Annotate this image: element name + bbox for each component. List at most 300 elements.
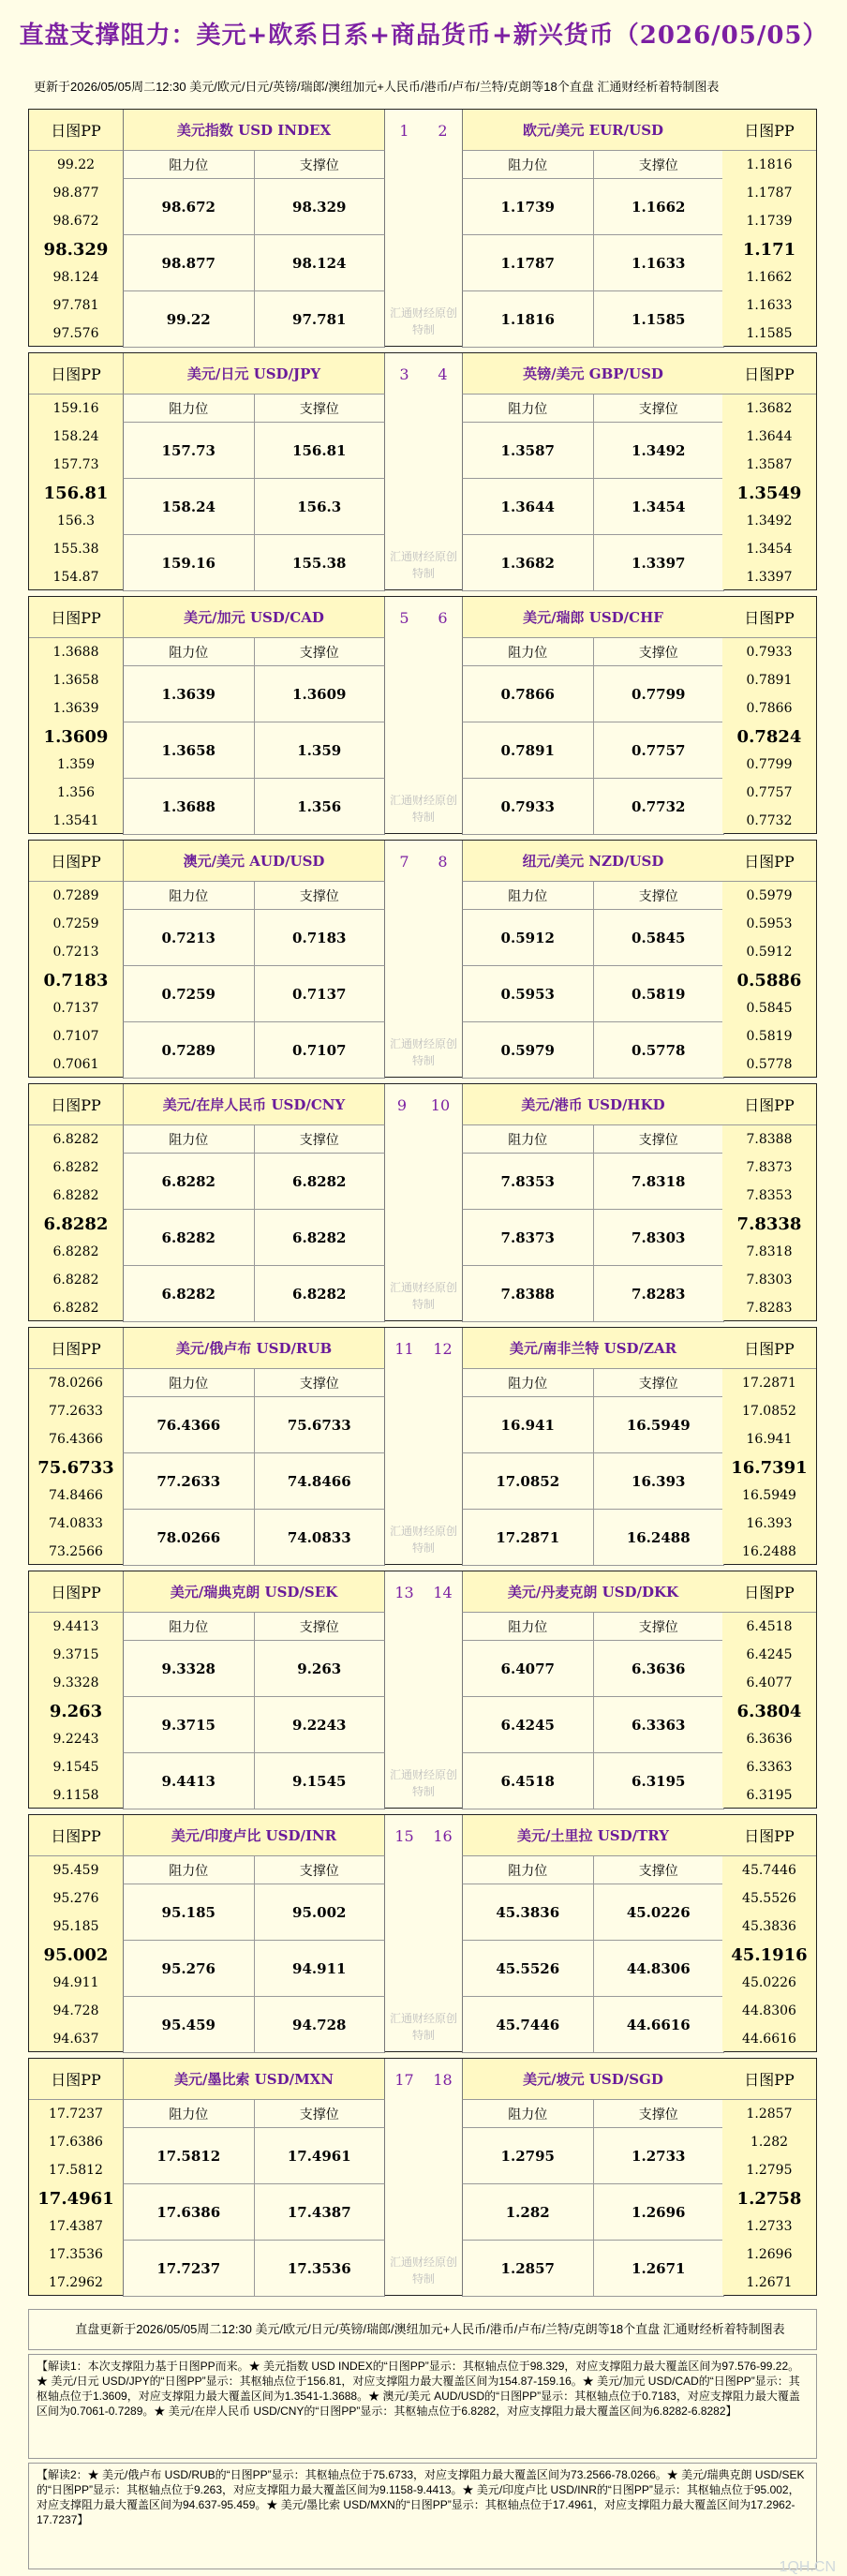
pivot-value: 7.8338 [736, 1214, 802, 1234]
level-row [123, 235, 385, 291]
support-header: 支撑位 [254, 1369, 385, 1396]
level-header-row [123, 1613, 385, 1641]
pivot-value: 9.263 [49, 1701, 103, 1721]
pp-level-value: 1.3682 [746, 401, 793, 416]
resistance-value: 1.1787 [500, 254, 555, 272]
pp-level-value: 7.8303 [746, 1273, 793, 1288]
pp-header: 日图PP [29, 353, 123, 395]
pivot-value: 1.171 [742, 239, 796, 260]
currency-pair-panel-1 [28, 109, 817, 347]
level-header-row [123, 1369, 385, 1397]
resistance-value: 7.8373 [500, 1228, 555, 1246]
pp-level-value: 6.3363 [746, 1760, 793, 1775]
level-row [123, 666, 385, 722]
pair-block-right [462, 110, 724, 346]
level-row [123, 1753, 385, 1809]
level-header-row [123, 638, 385, 666]
pair-title: 美元/印度卢比 USD/INR [123, 1815, 385, 1856]
support-value: 74.0833 [254, 1510, 385, 1565]
support-value: 17.4961 [254, 2128, 385, 2183]
pp-level-value: 0.7799 [746, 757, 793, 772]
panel-watermark: 汇通财经原创特制 [389, 1281, 457, 1311]
pp-level-value: 0.5912 [746, 945, 793, 960]
level-row [123, 1510, 385, 1566]
panel-number-right: 4 [438, 365, 448, 383]
support-value: 0.7799 [593, 666, 724, 722]
pp-level-value: 74.8466 [49, 1488, 103, 1503]
pair-block-right [462, 1084, 724, 1320]
panel-watermark: 汇通财经原创特制 [389, 550, 457, 580]
pp-level-value: 1.3658 [52, 673, 99, 688]
currency-pair-panel-7 [28, 1571, 817, 1809]
support-header: 支撑位 [254, 1125, 385, 1153]
pivot-value: 1.3549 [736, 483, 802, 503]
resistance-value: 45.5526 [496, 1959, 560, 1977]
pp-level-value: 1.1633 [746, 298, 793, 313]
resistance-value: 17.7237 [156, 2259, 221, 2277]
pp-level-value: 17.4387 [49, 2219, 103, 2234]
support-header: 支撑位 [254, 395, 385, 422]
pp-level-value: 7.8388 [746, 1132, 793, 1147]
resistance-header: 阻力位 [508, 1132, 548, 1148]
level-header-row [123, 395, 385, 423]
support-value: 155.38 [254, 535, 385, 590]
pp-level-value: 0.7107 [52, 1029, 99, 1044]
level-row [462, 1941, 724, 1997]
currency-pair-panel-8 [28, 1814, 817, 2052]
support-value: 6.8282 [254, 1266, 385, 1321]
level-row [123, 1022, 385, 1079]
level-header-row [123, 2100, 385, 2128]
resistance-value: 99.22 [166, 310, 211, 328]
level-row [123, 1210, 385, 1266]
right-pp-column [722, 2059, 816, 2295]
support-value: 6.3636 [593, 1641, 724, 1696]
currency-pair-panel-5 [28, 1083, 817, 1321]
pp-level-value: 74.0833 [49, 1516, 103, 1531]
level-header-row [123, 882, 385, 910]
support-value: 6.8282 [254, 1154, 385, 1209]
level-header-row [462, 638, 724, 666]
resistance-value: 6.8282 [161, 1172, 215, 1190]
support-value: 1.1633 [593, 235, 724, 290]
support-header: 支撑位 [593, 395, 724, 422]
resistance-value: 1.1739 [500, 198, 555, 216]
support-value: 98.124 [254, 235, 385, 290]
pp-header: 日图PP [29, 1328, 123, 1369]
level-row [123, 2184, 385, 2241]
level-row [123, 2241, 385, 2297]
pair-title: 英镑/美元 GBP/USD [462, 353, 724, 395]
resistance-value: 0.7891 [500, 741, 555, 759]
support-value: 44.6616 [593, 1997, 724, 2052]
pivot-value: 6.8282 [43, 1214, 109, 1234]
level-row [123, 1697, 385, 1753]
panel-number-left: 1 [399, 121, 409, 140]
pair-block-left [123, 110, 385, 346]
support-header: 支撑位 [593, 2100, 724, 2127]
support-value: 1.3454 [593, 479, 724, 534]
pp-level-value: 97.576 [52, 326, 99, 341]
level-row [123, 535, 385, 591]
pp-level-value: 1.2671 [746, 2275, 793, 2290]
panel-numbers [385, 353, 462, 589]
pp-level-value: 6.8282 [52, 1273, 99, 1288]
level-row [462, 2241, 724, 2297]
pair-title: 美元/港币 USD/HKD [462, 1084, 724, 1125]
pp-level-value: 6.8282 [52, 1244, 99, 1259]
level-row [462, 1210, 724, 1266]
level-row [462, 1641, 724, 1697]
panel-number-right: 6 [438, 608, 448, 627]
pp-level-value: 17.7237 [49, 2107, 103, 2122]
support-value: 1.1662 [593, 179, 724, 234]
level-header-row [462, 2100, 724, 2128]
level-header-row [123, 1856, 385, 1884]
pp-header: 日图PP [29, 1815, 123, 1856]
panel-number-left: 11 [394, 1339, 414, 1358]
corner-watermark: 1QH.CN [779, 2559, 836, 2575]
pp-level-value: 45.5526 [742, 1891, 796, 1906]
support-value: 44.8306 [593, 1941, 724, 1996]
pp-header: 日图PP [722, 353, 816, 395]
pp-level-value: 0.7866 [746, 701, 793, 716]
resistance-value: 16.941 [500, 1416, 555, 1434]
resistance-header: 阻力位 [169, 401, 209, 417]
pp-level-value: 6.3636 [746, 1732, 793, 1747]
support-value: 6.3195 [593, 1753, 724, 1809]
pair-block-left [123, 597, 385, 833]
support-value: 0.5778 [593, 1022, 724, 1078]
pp-level-value: 95.459 [52, 1863, 99, 1878]
support-value: 97.781 [254, 291, 385, 347]
level-row [123, 779, 385, 835]
right-pp-column [722, 1815, 816, 2051]
pp-header: 日图PP [29, 841, 123, 882]
support-value: 94.728 [254, 1997, 385, 2052]
level-row [123, 179, 385, 235]
level-row [462, 1997, 724, 2053]
pp-level-value: 0.5953 [746, 916, 793, 931]
right-pp-column [722, 1328, 816, 1564]
level-row [123, 1154, 385, 1210]
pair-block-right [462, 1328, 724, 1564]
level-row [462, 1453, 724, 1510]
pair-block-left [123, 841, 385, 1077]
level-row [462, 966, 724, 1022]
level-header-row [462, 1613, 724, 1641]
resistance-value: 77.2633 [156, 1472, 221, 1490]
pp-level-value: 45.3836 [742, 1919, 796, 1934]
pivot-value: 156.81 [43, 483, 109, 503]
support-value: 9.1545 [254, 1753, 385, 1809]
resistance-value: 1.282 [505, 2203, 550, 2221]
support-value: 7.8283 [593, 1266, 724, 1321]
pair-block-right [462, 1571, 724, 1808]
support-value: 7.8318 [593, 1154, 724, 1209]
support-value: 17.4387 [254, 2184, 385, 2240]
level-row [462, 1753, 724, 1809]
resistance-header: 阻力位 [508, 401, 548, 417]
pair-block-right [462, 1815, 724, 2051]
pp-level-value: 44.6616 [742, 2032, 796, 2047]
resistance-value: 1.2795 [500, 2147, 555, 2165]
pp-level-value: 7.8373 [746, 1160, 793, 1175]
level-row [123, 1453, 385, 1510]
panel-watermark: 汇通财经原创特制 [389, 1768, 457, 1798]
left-pp-column [29, 110, 123, 346]
currency-pair-panel-3 [28, 596, 817, 834]
pp-level-value: 1.3541 [52, 813, 99, 828]
support-value: 16.393 [593, 1453, 724, 1509]
currency-pair-panel-6 [28, 1327, 817, 1565]
resistance-value: 98.672 [161, 198, 215, 216]
pp-level-value: 6.3195 [746, 1788, 793, 1803]
pivot-value: 1.2758 [736, 2188, 802, 2209]
pair-block-left [123, 1328, 385, 1564]
support-value: 74.8466 [254, 1453, 385, 1509]
pp-level-value: 154.87 [52, 570, 99, 585]
pp-level-value: 94.637 [52, 2032, 99, 2047]
pair-title: 美元/俄卢布 USD/RUB [123, 1328, 385, 1369]
level-header-row [462, 1369, 724, 1397]
pp-level-value: 95.185 [52, 1919, 99, 1934]
pp-level-value: 94.728 [52, 2003, 99, 2018]
pp-level-value: 0.5979 [746, 888, 793, 903]
pp-level-value: 1.359 [56, 757, 96, 772]
panel-watermark: 汇通财经原创特制 [389, 794, 457, 824]
pp-level-value: 17.0852 [742, 1404, 796, 1419]
pp-level-value: 1.3492 [746, 514, 793, 529]
level-row [462, 479, 724, 535]
pp-level-value: 0.7289 [52, 888, 99, 903]
support-value: 0.5845 [593, 910, 724, 965]
support-value: 1.3492 [593, 423, 724, 478]
level-header-row [462, 1125, 724, 1154]
resistance-value: 1.3688 [161, 797, 215, 815]
resistance-value: 95.459 [161, 2016, 215, 2033]
pp-level-value: 45.7446 [742, 1863, 796, 1878]
pp-header: 日图PP [29, 1084, 123, 1125]
resistance-value: 0.7866 [500, 685, 555, 703]
support-value: 1.3609 [254, 666, 385, 722]
pp-level-value: 1.2696 [746, 2247, 793, 2262]
panel-watermark: 汇通财经原创特制 [389, 2012, 457, 2042]
level-row [123, 1641, 385, 1697]
resistance-value: 95.276 [161, 1959, 215, 1977]
support-value: 98.329 [254, 179, 385, 234]
support-value: 45.0226 [593, 1884, 724, 1940]
pp-level-value: 17.2962 [49, 2275, 103, 2290]
support-header: 支撑位 [254, 882, 385, 909]
support-header: 支撑位 [254, 1613, 385, 1640]
level-row [462, 2128, 724, 2184]
resistance-header: 阻力位 [169, 645, 209, 661]
level-header-row [462, 882, 724, 910]
pp-level-value: 1.1739 [746, 214, 793, 229]
pair-title: 澳元/美元 AUD/USD [123, 841, 385, 882]
pair-title: 美元指数 USD INDEX [123, 110, 385, 151]
pp-level-value: 7.8283 [746, 1301, 793, 1316]
panel-number-left: 9 [396, 1095, 408, 1114]
panel-numbers [385, 110, 462, 346]
level-row [462, 779, 724, 835]
level-row [123, 1941, 385, 1997]
resistance-header: 阻力位 [169, 888, 209, 904]
pivot-value: 1.3609 [43, 726, 109, 747]
resistance-value: 45.3836 [496, 1903, 560, 1921]
resistance-header: 阻力位 [508, 1863, 548, 1879]
resistance-value: 9.3328 [161, 1660, 215, 1677]
panel-number-right: 10 [430, 1095, 451, 1114]
currency-pair-panel-4 [28, 840, 817, 1078]
pair-title: 美元/日元 USD/JPY [123, 353, 385, 395]
support-value: 0.7107 [254, 1022, 385, 1078]
currency-pair-panel-2 [28, 352, 817, 590]
resistance-value: 6.8282 [161, 1228, 215, 1246]
level-row [123, 291, 385, 348]
left-pp-column [29, 1571, 123, 1808]
pp-level-value: 16.941 [746, 1432, 793, 1447]
pp-level-value: 6.8282 [52, 1188, 99, 1203]
pp-level-value: 0.7891 [746, 673, 793, 688]
support-value: 1.1585 [593, 291, 724, 347]
pp-level-value: 16.393 [746, 1516, 793, 1531]
pp-level-value: 9.3328 [52, 1675, 99, 1690]
pivot-value: 98.329 [43, 239, 109, 260]
pp-level-value: 1.1662 [746, 270, 793, 285]
resistance-header: 阻力位 [508, 1619, 548, 1635]
panel-numbers [385, 841, 462, 1077]
resistance-value: 7.8388 [500, 1285, 555, 1303]
left-pp-column [29, 1815, 123, 2051]
pair-block-left [123, 1084, 385, 1320]
pp-header: 日图PP [29, 597, 123, 638]
pp-level-value: 16.2488 [742, 1544, 796, 1559]
panel-number-right: 8 [438, 852, 448, 871]
pp-level-value: 1.1816 [746, 157, 793, 172]
pp-header: 日图PP [722, 841, 816, 882]
resistance-value: 0.7289 [161, 1041, 215, 1059]
panel-number-right: 12 [433, 1339, 453, 1358]
pair-title: 纽元/美元 NZD/USD [462, 841, 724, 882]
panel-number-right: 14 [433, 1583, 453, 1601]
resistance-value: 7.8353 [500, 1172, 555, 1190]
level-row [462, 1154, 724, 1210]
panel-watermark: 汇通财经原创特制 [389, 306, 457, 336]
support-value: 75.6733 [254, 1397, 385, 1452]
panel-number-right: 16 [433, 1826, 453, 1845]
level-row [123, 1266, 385, 1322]
pp-level-value: 9.2243 [52, 1732, 99, 1747]
resistance-value: 0.7933 [500, 797, 555, 815]
right-pp-column [722, 353, 816, 589]
pp-level-value: 6.4077 [746, 1675, 793, 1690]
pp-level-value: 98.124 [52, 270, 99, 285]
left-pp-column [29, 841, 123, 1077]
resistance-header: 阻力位 [508, 888, 548, 904]
pp-level-value: 7.8318 [746, 1244, 793, 1259]
pair-title: 美元/瑞典克朗 USD/SEK [123, 1571, 385, 1613]
resistance-header: 阻力位 [508, 1376, 548, 1392]
support-value: 7.8303 [593, 1210, 724, 1265]
pp-level-value: 44.8306 [742, 2003, 796, 2018]
support-value: 1.2696 [593, 2184, 724, 2240]
support-value: 95.002 [254, 1884, 385, 1940]
level-row [123, 1997, 385, 2053]
right-pp-column [722, 110, 816, 346]
panel-numbers [385, 1571, 462, 1808]
pp-level-value: 76.4366 [49, 1432, 103, 1447]
level-row [462, 666, 724, 722]
pp-level-value: 1.1585 [746, 326, 793, 341]
interpretation-note-2: 【解读2：★ 美元/俄卢布 USD/RUB的“日图PP”显示：其枢轴点位于75.6733，对应支撑阻力最大覆盖区间为73.2566-78.0266。★ 美元/瑞典克朗 USD/SEK的“日图PP”显示：其枢轴点位于9.263，对应支撑阻力最大覆盖区间为9.1158-9.4413。★ 美元/印度卢比 USD/INR的“日图PP”显示：其枢轴点位于95.002，对应支撑阻力最大覆盖区间为94.637-95.459。★ 美元/墨比索 USD/MXN的“日图PP”显示：其枢轴点位于17.4961，对应支撑阻力最大覆盖区间为17.2962-17.7237】 [28, 2463, 817, 2569]
resistance-value: 0.7259 [161, 985, 215, 1003]
resistance-header: 阻力位 [169, 1132, 209, 1148]
pp-level-value: 157.73 [52, 457, 99, 472]
pp-level-value: 0.7137 [52, 1001, 99, 1016]
pp-level-value: 6.8282 [52, 1132, 99, 1147]
resistance-value: 0.5979 [500, 1041, 555, 1059]
support-value: 1.2733 [593, 2128, 724, 2183]
pp-level-value: 7.8353 [746, 1188, 793, 1203]
resistance-header: 阻力位 [169, 157, 209, 173]
level-row [123, 966, 385, 1022]
panel-numbers [385, 2059, 462, 2295]
pp-level-value: 1.3639 [52, 701, 99, 716]
pp-level-value: 98.672 [52, 214, 99, 229]
pp-level-value: 1.3688 [52, 645, 99, 660]
pp-level-value: 155.38 [52, 542, 99, 557]
support-value: 0.7732 [593, 779, 724, 834]
resistance-header: 阻力位 [508, 157, 548, 173]
resistance-value: 1.3644 [500, 498, 555, 515]
pair-block-right [462, 597, 724, 833]
resistance-value: 0.7213 [161, 929, 215, 946]
right-pp-column [722, 1084, 816, 1320]
support-value: 1.3397 [593, 535, 724, 590]
page-title: 直盘支撑阻力：美元+欧系日系+商品货币+新兴货币（2026/05/05） [19, 21, 828, 50]
pp-level-value: 1.2733 [746, 2219, 793, 2234]
pp-level-value: 45.0226 [742, 1975, 796, 1990]
pp-level-value: 1.1787 [746, 186, 793, 201]
resistance-value: 45.7446 [496, 2016, 560, 2033]
panel-numbers [385, 597, 462, 833]
pair-block-left [123, 1571, 385, 1808]
pp-header: 日图PP [722, 1571, 816, 1613]
resistance-value: 0.5912 [500, 929, 555, 946]
support-value: 9.263 [254, 1641, 385, 1696]
level-row [123, 423, 385, 479]
resistance-value: 158.24 [161, 498, 215, 515]
pp-level-value: 98.877 [52, 186, 99, 201]
panel-number-left: 13 [394, 1583, 414, 1601]
left-pp-column [29, 2059, 123, 2295]
level-row [462, 1397, 724, 1453]
resistance-value: 159.16 [161, 554, 215, 572]
support-value: 1.2671 [593, 2241, 724, 2296]
pp-level-value: 77.2633 [49, 1404, 103, 1419]
pp-level-value: 1.2795 [746, 2163, 793, 2178]
resistance-value: 98.877 [161, 254, 215, 272]
pp-level-value: 9.1545 [52, 1760, 99, 1775]
pivot-value: 95.002 [43, 1944, 109, 1965]
pp-level-value: 0.7757 [746, 785, 793, 800]
support-header: 支撑位 [254, 1856, 385, 1884]
panel-numbers [385, 1084, 462, 1320]
pivot-value: 17.4961 [37, 2188, 114, 2209]
pp-header: 日图PP [29, 2059, 123, 2100]
